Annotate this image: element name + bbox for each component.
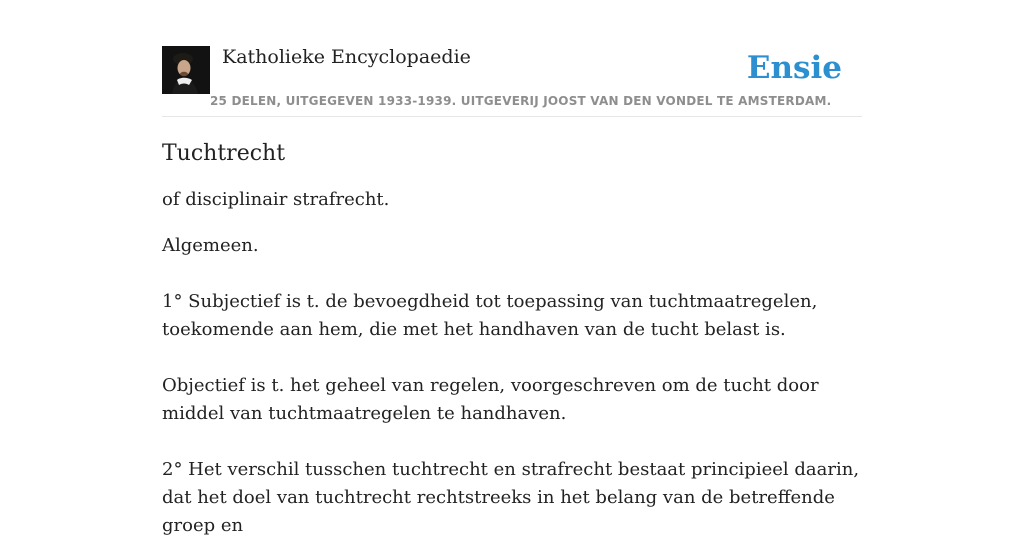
site-subtitle: 25 DELEN, UITGEGEVEN 1933-1939. UITGEVERIJ JOOST VAN DEN VONDEL TE AMSTERDAM. bbox=[210, 94, 832, 108]
portrait-icon bbox=[162, 46, 210, 94]
article-paragraph: Objectief is t. het geheel van regelen, voorgeschreven om de tucht door middel van tuchtmaatregelen te handhaven. bbox=[162, 375, 819, 424]
site-title[interactable]: Katholieke Encyclopaedie bbox=[222, 46, 471, 68]
ensie-logo-link[interactable]: Ensie bbox=[746, 50, 842, 86]
section-heading: Algemeen. bbox=[162, 235, 259, 256]
article bbox=[162, 134, 862, 540]
article-lead: of disciplinair strafrecht. bbox=[162, 189, 390, 210]
article-paragraph: 2° Het verschil tusschen tuchtrecht en strafrecht bestaat principieel daarin, dat het doel van tuchtrecht rechtstreeks in het belang van de betreffende groep en bbox=[162, 459, 860, 536]
encyclopedia-avatar[interactable] bbox=[162, 46, 210, 94]
article-title: Tuchtrecht bbox=[162, 141, 286, 166]
site-header bbox=[162, 46, 862, 117]
article-paragraph: 1° Subjectief is t. de bevoegdheid tot toepassing van tuchtmaatregelen, toekomende aan hem, die met het handhaven van de tucht belast is. bbox=[162, 291, 818, 340]
